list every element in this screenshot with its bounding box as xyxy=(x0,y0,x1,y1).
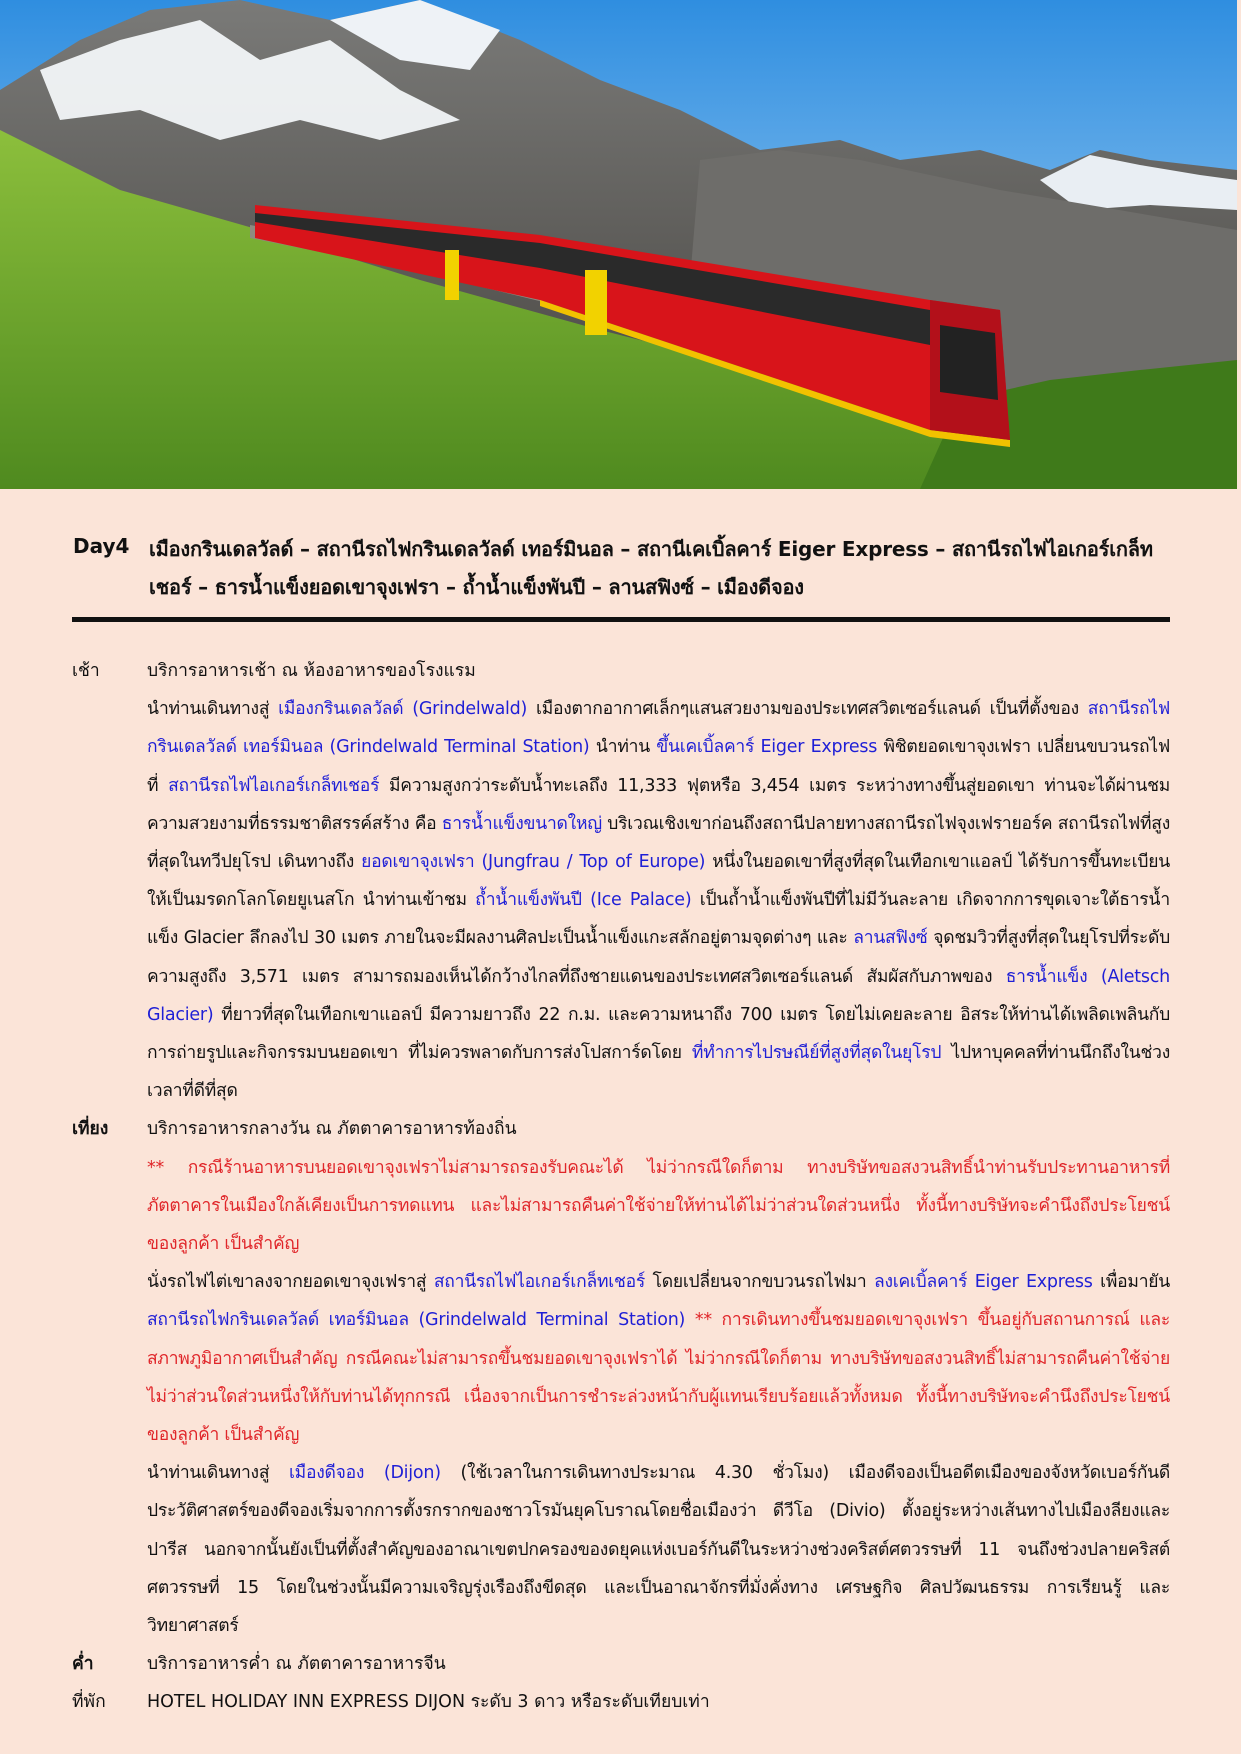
text-run: เพื่อมายัน xyxy=(1092,1272,1170,1293)
text-run: เมืองตากอากาศเล็กๆแสนสวยงามของประเทศสวิตเซอร์แลนด์ เป็นที่ตั้งของ xyxy=(527,699,1088,720)
highlight-jungfrau: ยอดเขาจุงเฟรา (Jungfrau / Top of Europe) xyxy=(361,852,706,873)
itinerary-body xyxy=(72,652,1170,1722)
highlight-grindelwald-terminal: สถานีรถไฟกรินเดลวัลด์ เทอร์มินอล (Grindelwald Terminal Station) xyxy=(147,699,1171,758)
text-run: เป็นถ้ำน้ำแข็งพันปีที่ไม่มีวันละลาย เกิดจากการขุดเจาะใต้ธารน้ำแข็ง Glacier ลึกลงไป 30 เมตร ภายในจะมีผลงานศิลปะเป็นน้ำแข็งแกะสลักอยู่ตามจุดต่างๆ และ xyxy=(147,890,1170,949)
text-run: โดยเปลี่ยนจากขบวนรถไฟมา xyxy=(645,1272,874,1293)
text-run: นำท่านเดินทางสู่ xyxy=(147,699,279,720)
lunch-note: ** กรณีร้านอาหารบนยอดเขาจุงเฟราไม่สามารถรองรับคณะได้ ไม่ว่ากรณีใดก็ตาม ทางบริษัทขอสงวนสิทธิ์นำท่านรับประทานอาหารที่ภัตตาคารในเมืองใกล้เคียงเป็นการทดแทน และไม่สามารถคืนค่าใช้จ่ายให้ท่านได้ไม่ว่าส่วนใดส่วนหนึ่ง ทั้งนี้ทางบริษัทจะคำนึงถึงประโยชน์ของลูกค้า เป็นสำคัญ xyxy=(147,1157,1170,1255)
text-run: หนึ่งในยอดเขาที่สูงที่สุดในเทือกเขาแอลป์ ได้รับการขึ้นทะเบียนให้เป็นมรดกโลกโดยยูเนสโก นำท่านเข้าชม xyxy=(147,852,1170,911)
highlight-eiger-express-down: ลงเคเบิ้ลคาร์ Eiger Express xyxy=(873,1272,1093,1293)
text-run: บริเวณเชิงเขาก่อนถึงสถานีปลายทางสถานีรถไฟจุงเฟรายอร์ค สถานีรถไฟที่สูงที่สุดในทวีปยุโรป เดินทางถึง xyxy=(147,813,1170,873)
afternoon-paragraph xyxy=(72,1263,1170,1454)
text-run: จุดชมวิวที่สูงที่สุดในยุโรปที่ระดับความสูงถึง 3,571 เมตร สามารถมองเห็นได้กว้างไกลที่ถึงชายแดนของประเทศสวิตเซอร์แลนด์ สัมผัสกับภาพของ xyxy=(147,928,1170,987)
weather-note: ** การเดินทางขึ้นชมยอดเขาจุงเฟรา ขึ้นอยู่กับสถานการณ์ และ สภาพภูมิอากาศเป็นสำคัญ กรณีคณะไม่สามารถขึ้นชมยอดเขาจุงเฟราได้ ไม่ว่ากรณีใดก็ตาม ทางบริษัทขอสงวนสิทธิ์ไม่สามารถคืนค่าใช้จ่าย ไม่ว่าส่วนใดส่วนหนึ่งให้กับท่านได้ทุกกรณี เนื่องจากเป็นการชำระล่วงหน้ากับผู้แทนเรียบร้อยแล้วทั้งหมด ทั้งนี้ทางบริษัทจะคำนึงถึงประโยชน์ของลูกค้า เป็นสำคัญ xyxy=(147,1310,1170,1446)
hero-illustration xyxy=(0,0,1237,489)
highlight-eiger-express-up: ขึ้นเคเบิ้ลคาร์ Eiger Express xyxy=(656,737,878,758)
dinner-row xyxy=(72,1645,1170,1683)
highlight-highest-post-office: ที่ทำการไปรษณีย์ที่สูงที่สุดในยุโรป xyxy=(691,1043,942,1064)
morning-paragraph xyxy=(72,690,1170,1110)
breakfast-label: เช้า xyxy=(72,661,100,681)
dinner-text: บริการอาหารค่ำ ณ ภัตตาคารอาหารจีน xyxy=(147,1654,446,1675)
header-divider xyxy=(72,617,1170,622)
highlight-grindelwald-terminal: สถานีรถไฟกรินเดลวัลด์ เทอร์มินอล (Grindelwald Terminal Station) xyxy=(147,1310,686,1331)
dinner-label: ค่ำ xyxy=(72,1654,94,1675)
breakfast-text: บริการอาหารเช้า ณ ห้องอาหารของโรงแรม xyxy=(147,661,476,681)
text-run: นั่งรถไฟไต่เขาลงจากยอดเขาจุงเฟราสู่ xyxy=(147,1272,434,1293)
text-run: นำท่าน xyxy=(589,737,657,758)
hotel-text: HOTEL HOLIDAY INN EXPRESS DIJON ระดับ 3 ดาว หรือระดับเทียบเท่า xyxy=(147,1692,710,1713)
hotel-label: ที่พัก xyxy=(72,1692,106,1713)
day-title: เมืองกรินเดลวัลด์ – สถานีรถไฟกรินเดลวัลด์ เทอร์มินอล – สถานีเคเบิ้ลคาร์ Eiger Express – สถานีรถไฟไอเกอร์เกล็ทเชอร์ – ธารน้ำแข็งยอดเขาจุงเฟรา – ถ้ำน้ำแข็งพันปี – ลานสฟิงซ์ – เมืองดีจอง xyxy=(149,537,1153,599)
text-run: (ใช้เวลาในการเดินทางประมาณ 4.30 ชั่วโมง) เมืองดีจองเป็นอดีตเมืองของจังหวัดเบอร์กันดี ประวัติศาสตร์ของดีจองเริ่มจากการตั้งรกรากของชาวโรมันยุคโบราณโดยชื่อเมืองว่า ดีวีโอ (Divio) ตั้งอยู่ระหว่างเส้นทางไปเมืองลียงและปารีส นอกจากนั้นยังเป็นที่ตั้งสำคัญของอาณาเขตปกครองของดยุคแห่งเบอร์กันดีในระหว่างช่วงคริสต์ศตวรรษที่ 11 จนถึงช่วงปลายคริสต์ศตวรรษที่ 15 โดยในช่วงนั้นมีความเจริญรุ่งเรืองถึงขีดสุด และเป็นอาณาจักรที่มั่งคั่งทาง เศรษฐกิจ ศิลปวัฒนธรรม การเรียนรู้ และวิทยาศาสตร์ xyxy=(147,1463,1171,1637)
hero-photo-jungfrau-train xyxy=(0,0,1237,489)
hotel-row xyxy=(72,1683,1170,1721)
highlight-grindelwald: เมืองกรินเดลวัลด์ (Grindelwald) xyxy=(278,699,528,720)
lunch-label: เที่ยง xyxy=(72,1119,109,1140)
highlight-dijon: เมืองดีจอง (Dijon) xyxy=(288,1463,441,1484)
lunch-text: บริการอาหารกลางวัน ณ ภัตตาคารอาหารท้องถิ่น xyxy=(147,1119,517,1140)
text-run: ที่ยาวที่สุดในเทือกเขาแอลป์ มีความยาวถึง 22 ก.ม. และความหนาถึง 700 เมตร โดยไม่เคยละลาย อิสระให้ท่านได้เพลิดเพลินกับการถ่ายรูปและกิจกรรมบนยอดเขา ที่ไม่ควรพลาดกับการส่งโปสการ์ดโดย xyxy=(147,1004,1170,1064)
highlight-ice-palace: ถ้ำน้ำแข็งพันปี (Ice Palace) xyxy=(475,890,692,911)
highlight-eigergletscher: สถานีรถไฟไอเกอร์เกล็ทเชอร์ xyxy=(433,1272,646,1293)
day-header xyxy=(73,530,1171,606)
day-number: Day4 xyxy=(73,534,130,558)
text-run: พิชิตยอดเขาจุงเฟรา เปลี่ยนขบวนรถไฟที่ xyxy=(147,737,1171,796)
highlight-eigergletscher: สถานีรถไฟไอเกอร์เกล็ทเชอร์ xyxy=(168,775,380,796)
text-run: นำท่านเดินทางสู่ xyxy=(147,1463,289,1484)
highlight-large-glacier: ธารน้ำแข็งขนาดใหญ่ xyxy=(441,813,602,834)
highlight-sphinx: ลานสฟิงซ์ xyxy=(853,928,928,949)
text-run: มีความสูงกว่าระดับน้ำทะเลถึง 11,333 ฟุตหรือ 3,454 เมตร ระหว่างทางขึ้นสู่ยอดเขา ท่านจะได้ผ่านชมความสวยงามที่ธรรมชาติสรรค์สร้าง คือ xyxy=(147,775,1170,834)
highlight-aletsch-glacier: ธารน้ำแข็ง (Aletsch Glacier) xyxy=(147,966,1170,1025)
text-run: ไปหาบุคคลที่ท่านนึกถึงในช่วงเวลาที่ดีที่สุด xyxy=(147,1043,1170,1102)
lunch-row xyxy=(72,1110,1170,1148)
breakfast-row xyxy=(72,652,1170,690)
dijon-paragraph xyxy=(72,1454,1170,1645)
